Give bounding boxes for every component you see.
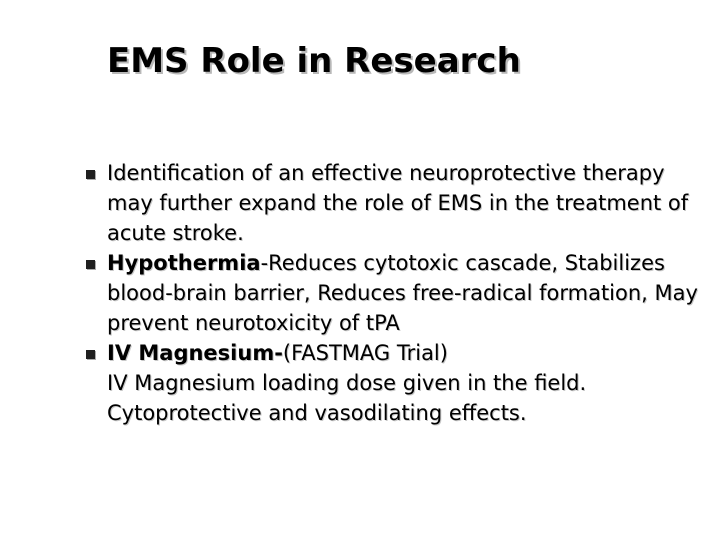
bullet-continuation-text: IV Magnesium loading dose given in the field. Cytoprotective and vasodilating effects. bbox=[107, 371, 587, 425]
square-bullet-icon bbox=[86, 170, 95, 179]
square-bullet-icon bbox=[86, 350, 95, 359]
bullet-text: (FASTMAG Trial) bbox=[282, 341, 448, 365]
bullet-text: -Reduces cytotoxic cascade, Stabilizes blood-brain barrier, Reduces free-radical formation, May prevent neurotoxicity of tPA bbox=[107, 251, 698, 335]
bullet-item-neuroprotective bbox=[86, 158, 706, 248]
bullet-item-hypothermia bbox=[86, 248, 706, 338]
bullet-bold-term: Hypothermia bbox=[107, 251, 261, 275]
bullet-item-magnesium bbox=[86, 338, 706, 428]
slide-title: EMS Role in Research bbox=[107, 41, 521, 81]
bullet-list bbox=[86, 158, 706, 428]
square-bullet-icon bbox=[86, 260, 95, 269]
bullet-bold-term: IV Magnesium- bbox=[107, 341, 283, 365]
bullet-text: Identification of an effective neuroprotective therapy may further expand the role of EMS in the treatment of acute stroke. bbox=[107, 161, 689, 245]
